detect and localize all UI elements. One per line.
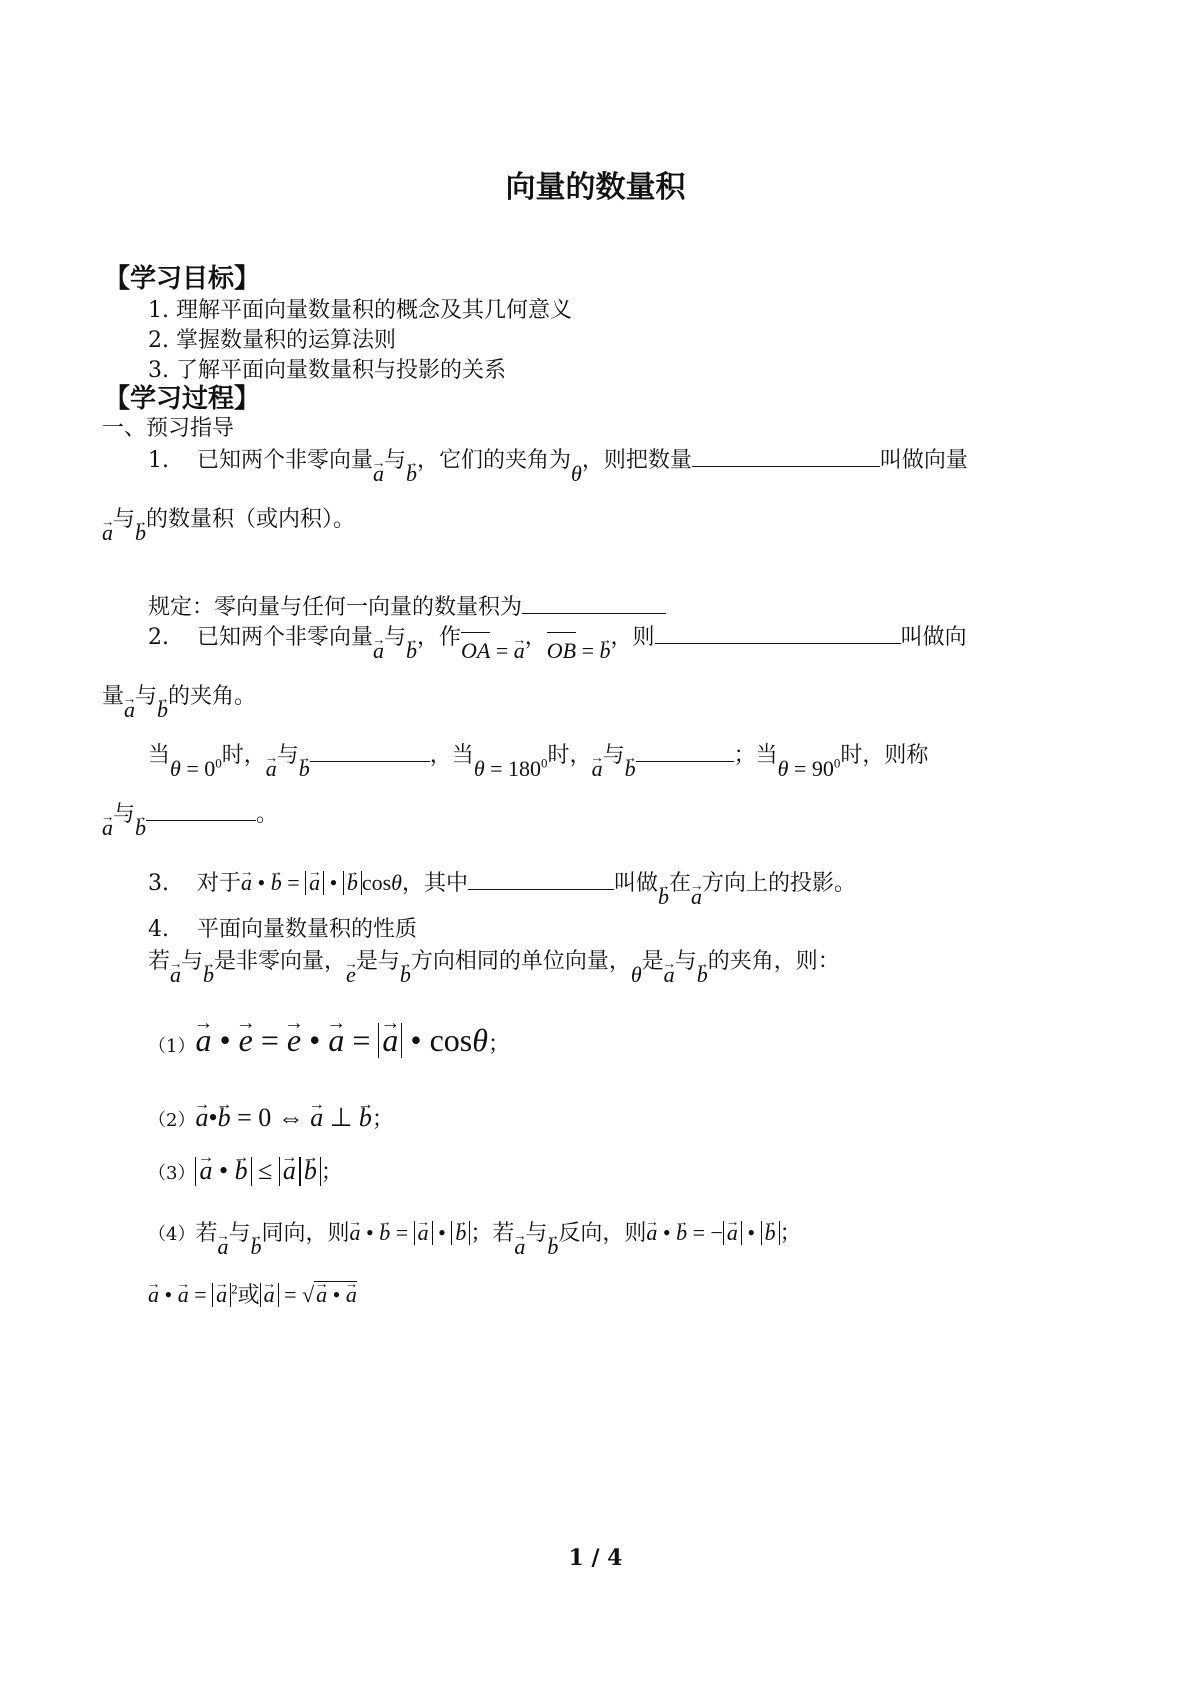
theta-zero: $\theta = 0^0$ bbox=[170, 755, 222, 782]
q1-text: ，它们的夹角为 bbox=[417, 448, 572, 474]
property-text: ； bbox=[779, 1221, 802, 1246]
q2-text: 已知两个非零向量 bbox=[196, 625, 373, 651]
q2-line-2 bbox=[102, 679, 257, 722]
q4-text: 方向相同的单位向量， bbox=[410, 949, 631, 974]
vector-a: → a bbox=[102, 817, 113, 839]
q1-text: 已知两个非零向量 bbox=[196, 448, 373, 474]
q3-number: 3. bbox=[148, 871, 169, 897]
property-text: 反向，则 bbox=[558, 1221, 647, 1246]
q2-text: ，则 bbox=[610, 625, 655, 651]
q2-text: ，作 bbox=[417, 625, 462, 651]
angle-text: 与 bbox=[602, 743, 625, 769]
preview-heading: 一、预习指导 bbox=[102, 416, 235, 441]
property-text: ；若 bbox=[470, 1221, 515, 1246]
ob-equation: OB = → b bbox=[547, 638, 611, 663]
vector-b: → b bbox=[203, 964, 214, 986]
vector-a: → a bbox=[124, 699, 135, 721]
property-3-formula: → a • → b ≤ → a→ b bbox=[195, 1156, 320, 1185]
q4-heading bbox=[148, 912, 417, 943]
q2-text: 与 bbox=[135, 684, 158, 709]
rule-text: 规定：零向量与任何一向量的数量积为 bbox=[148, 595, 523, 621]
answer-blank[interactable] bbox=[655, 620, 901, 644]
theta-90: $\theta = 90^0$ bbox=[777, 755, 841, 782]
answer-blank[interactable] bbox=[636, 738, 734, 762]
q1-text: 与 bbox=[113, 507, 136, 532]
theta-symbol: θ bbox=[571, 461, 582, 487]
q2-text: 叫做向 bbox=[900, 625, 967, 651]
semicolon: ； bbox=[320, 1160, 343, 1185]
property-label: （1） bbox=[148, 1036, 196, 1057]
answer-blank[interactable] bbox=[310, 738, 430, 762]
q3-line bbox=[148, 866, 857, 910]
q3-text: 叫做 bbox=[613, 871, 658, 897]
vector-a: → a bbox=[514, 1236, 525, 1258]
q4-text: 是非零向量， bbox=[214, 949, 347, 974]
angle-text: 与 bbox=[113, 802, 136, 828]
q3-text: 对于 bbox=[196, 871, 241, 897]
semicolon: ； bbox=[371, 1107, 394, 1132]
q1-line bbox=[148, 443, 968, 487]
angle-text: ， bbox=[429, 743, 452, 769]
property-label: （2） bbox=[148, 1110, 196, 1131]
vector-e: → e bbox=[346, 964, 356, 986]
page-number: 1 / 4 bbox=[568, 1545, 623, 1571]
answer-blank[interactable] bbox=[692, 443, 880, 467]
angle-text: 与 bbox=[276, 743, 299, 769]
q1-text: ，则把数量 bbox=[581, 448, 692, 474]
rule-line bbox=[148, 590, 666, 621]
objective-3: 3. 了解平面向量数量积与投影的关系 bbox=[148, 358, 506, 383]
section-objectives: 【学习目标】 bbox=[104, 264, 261, 294]
angle-text: 当 bbox=[451, 743, 474, 769]
vector-a: → a bbox=[373, 640, 384, 662]
vector-b: → b bbox=[625, 758, 636, 780]
vector-b: → b bbox=[299, 758, 310, 780]
angle-text: 时，则称 bbox=[840, 743, 929, 769]
angle-text: 时， bbox=[547, 743, 592, 769]
q4-text: 若 bbox=[148, 949, 171, 974]
q2-text: ， bbox=[524, 625, 547, 651]
q4-text: 与 bbox=[181, 949, 204, 974]
vector-a: → a bbox=[592, 758, 603, 780]
angle-text: 。 bbox=[256, 802, 279, 828]
semicolon: ； bbox=[487, 1032, 510, 1057]
page-title: 向量的数量积 bbox=[505, 170, 686, 205]
theta-symbol: θ bbox=[630, 962, 642, 987]
theta-180: $\theta = 180^0$ bbox=[473, 755, 548, 782]
q1-text: 叫做向量 bbox=[879, 448, 968, 474]
q4-line bbox=[148, 944, 840, 987]
vector-a: → a bbox=[373, 463, 384, 485]
vector-b: → b bbox=[157, 699, 168, 721]
vector-b: → b bbox=[697, 964, 708, 986]
vector-b: → b bbox=[658, 886, 669, 908]
angle-text: 当 bbox=[148, 743, 171, 769]
answer-blank[interactable] bbox=[522, 590, 666, 614]
property-1-formula: → a • → e = → e • → a = → a • cosθ bbox=[195, 1022, 487, 1058]
vector-a: → a bbox=[102, 522, 113, 544]
q4-text: 是与 bbox=[355, 949, 400, 974]
opposite-direction-formula: → a • → b = −→ a • → b bbox=[646, 1220, 779, 1245]
property-2-formula: → a•→ b = 0 ⇔ → a ⊥ → b bbox=[195, 1103, 371, 1132]
angle-cases-line bbox=[148, 738, 929, 782]
vector-a: → a bbox=[217, 1236, 228, 1258]
answer-blank[interactable] bbox=[146, 797, 256, 821]
dot-product-formula: → a • → b = → a • → b cosθ bbox=[241, 870, 402, 895]
q4-number: 4. bbox=[148, 917, 169, 942]
q3-text: 在 bbox=[669, 871, 692, 897]
q2-number: 2. bbox=[148, 625, 169, 651]
property-text: 与 bbox=[228, 1221, 251, 1246]
q3-text: 方向上的投影。 bbox=[702, 871, 857, 897]
property-text: 与 bbox=[525, 1221, 548, 1246]
vector-b: → b bbox=[547, 1236, 558, 1258]
same-direction-formula: → a • → b = → a • → b bbox=[350, 1220, 471, 1245]
objective-2: 2. 掌握数量积的运算法则 bbox=[148, 328, 396, 353]
vector-a: → a bbox=[664, 964, 675, 986]
q1-text: 的数量积（或内积）。 bbox=[146, 507, 356, 532]
angle-cases-line-2 bbox=[102, 797, 279, 841]
property-2 bbox=[148, 1102, 394, 1133]
property-text: 若 bbox=[195, 1221, 218, 1246]
q1-line-2 bbox=[102, 502, 356, 545]
vector-b: → b bbox=[250, 1236, 261, 1258]
property-1 bbox=[148, 1022, 510, 1059]
vector-b: → b bbox=[135, 522, 146, 544]
property-text: 同向，则 bbox=[261, 1221, 350, 1246]
magnitude-formula: → a = √→ a • → a bbox=[260, 1282, 357, 1307]
angle-text: ； bbox=[733, 743, 756, 769]
vector-b: → b bbox=[406, 640, 417, 662]
property-text: 或 bbox=[237, 1283, 260, 1308]
property-4-line-2 bbox=[148, 1278, 357, 1309]
objective-1: 1. 理解平面向量数量积的概念及其几何意义 bbox=[148, 298, 572, 323]
self-dot-formula: → a • → a = → a $^2$ bbox=[148, 1282, 238, 1307]
vector-b: → b bbox=[406, 463, 417, 485]
q2-text: 量 bbox=[102, 684, 125, 709]
q2-text: 与 bbox=[384, 625, 407, 651]
vector-b: → b bbox=[135, 817, 146, 839]
angle-text: 当 bbox=[755, 743, 778, 769]
oa-equation: OA = → a bbox=[461, 638, 525, 663]
vector-a: → a bbox=[266, 758, 277, 780]
q4-text: 与 bbox=[674, 949, 697, 974]
section-process: 【学习过程】 bbox=[104, 384, 261, 414]
q2-line bbox=[148, 620, 967, 664]
q3-text: ，其中 bbox=[401, 871, 468, 897]
q1-text: 与 bbox=[384, 448, 407, 474]
property-label: （3） bbox=[148, 1163, 196, 1184]
q4-title: 平面向量数量积的性质 bbox=[196, 917, 417, 942]
vector-a: → a bbox=[691, 886, 702, 908]
vector-a: → a bbox=[170, 964, 181, 986]
q4-text: 的夹角，则： bbox=[707, 949, 840, 974]
property-3 bbox=[148, 1155, 343, 1186]
angle-text: 时， bbox=[221, 743, 266, 769]
property-label: （4） bbox=[148, 1224, 196, 1245]
q1-number: 1. bbox=[148, 448, 169, 474]
q2-text: 的夹角。 bbox=[168, 684, 257, 709]
property-4 bbox=[148, 1216, 802, 1259]
vector-b: → b bbox=[400, 964, 411, 986]
answer-blank[interactable] bbox=[468, 866, 614, 890]
q4-text: 是 bbox=[641, 949, 664, 974]
